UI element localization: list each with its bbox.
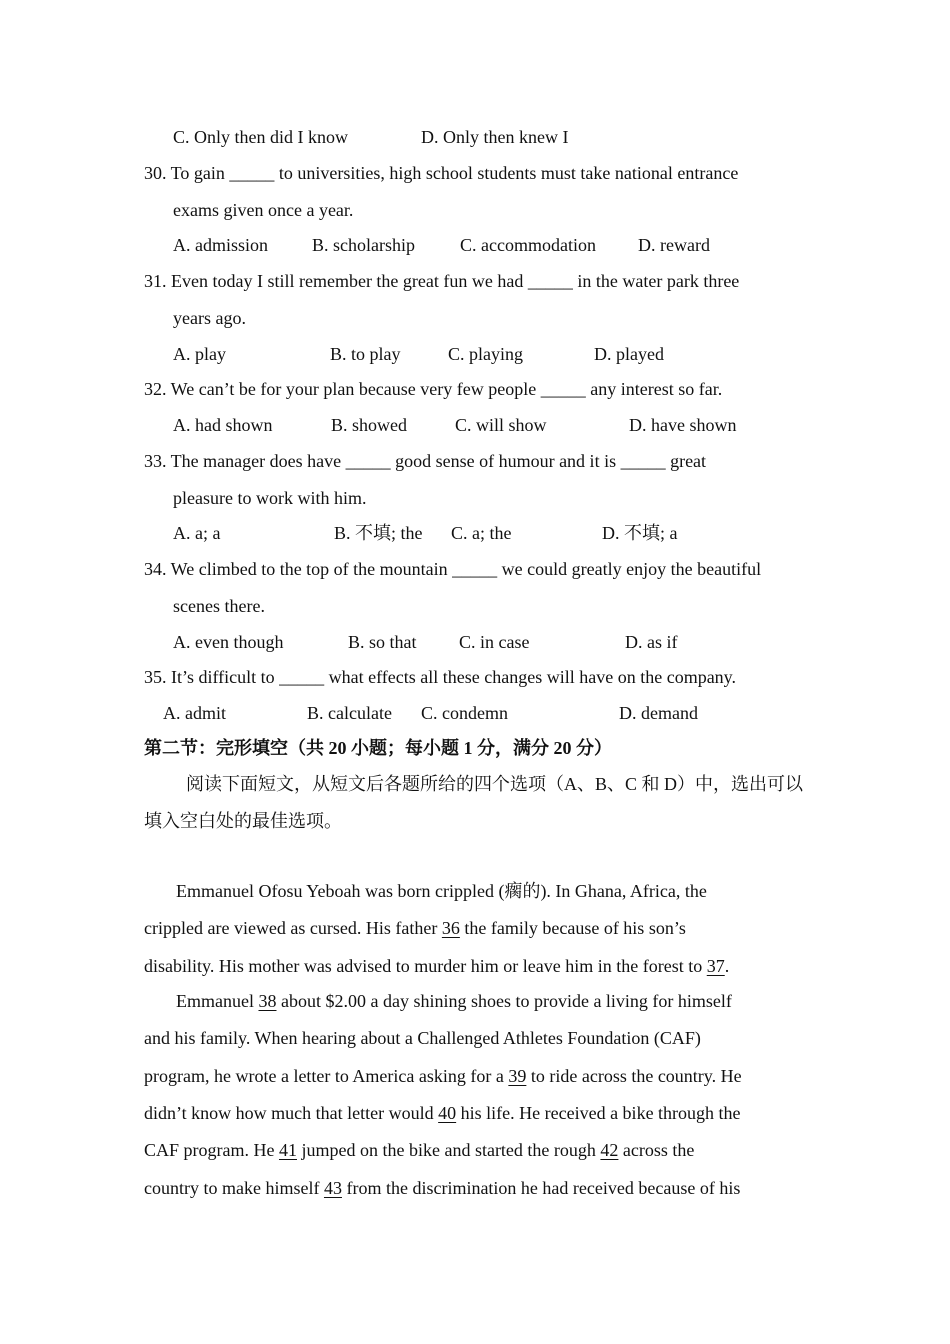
passage-text-segment: from the discrimination he had received because of his	[346, 1178, 741, 1198]
blank-38: 38	[258, 991, 277, 1011]
stem-line: pleasure to work with him.	[173, 488, 367, 508]
passage-text-segment: .	[724, 956, 730, 976]
option-d: D. demand	[619, 703, 698, 723]
blank-43: 43	[323, 1178, 342, 1198]
passage-text-segment: Emmanuel	[176, 991, 254, 1011]
passage-text	[144, 1139, 694, 1161]
stem-line: 34. We climbed to the top of the mountain _____ we could greatly enjoy the beautiful	[144, 559, 762, 579]
stem-line: 33. The manager does have _____ good sense of humour and it is _____ great	[144, 451, 707, 471]
blank-36: 36	[441, 918, 460, 938]
option-b: B. scholarship	[312, 235, 415, 255]
option-b: B. so that	[348, 632, 417, 652]
blank-37: 37	[706, 956, 725, 976]
passage-text-segment: his life. He received a bike through the	[460, 1103, 741, 1123]
option-d: D. played	[594, 344, 664, 364]
passage-text-segment: program, he wrote a letter to America asking for a	[144, 1066, 504, 1086]
stem-line: scenes there.	[173, 596, 265, 616]
passage-text	[144, 1177, 740, 1199]
option-a: A. had shown	[173, 415, 273, 435]
option-c: C. in case	[459, 632, 530, 652]
option-d: D. reward	[638, 235, 710, 255]
option-b: B. showed	[331, 415, 407, 435]
option-a: A. a; a	[173, 523, 221, 543]
stem-line: 31. Even today I still remember the great fun we had _____ in the water park three	[144, 271, 740, 291]
option-c: C. a; the	[451, 523, 512, 543]
blank-42: 42	[600, 1140, 619, 1160]
option-d: D. have shown	[629, 415, 737, 435]
passage-text-segment: disability. His mother was advised to murder him or leave him in the forest to	[144, 956, 703, 976]
passage-text: Emmanuel Ofosu Yeboah was born crippled (瘸的). In Ghana, Africa, the	[176, 881, 707, 901]
option-d: D. Only then knew I	[421, 127, 569, 147]
blank-39: 39	[508, 1066, 527, 1086]
passage-text: and his family. When hearing about a Challenged Athletes Foundation (CAF)	[144, 1028, 701, 1048]
passage-text-segment: jumped on the bike and started the rough	[301, 1140, 596, 1160]
passage-text	[176, 990, 732, 1012]
instruction-line: 填入空白处的最佳选项。	[144, 811, 342, 831]
passage-text	[144, 917, 686, 939]
instruction-line: 阅读下面短文，从短文后各题所给的四个选项（A、B、C 和 D）中，选出可以	[186, 774, 804, 794]
option-b: B. 不填; the	[334, 523, 423, 543]
passage-text-segment: CAF program. He	[144, 1140, 275, 1160]
option-b: B. calculate	[307, 703, 392, 723]
option-c: C. will show	[455, 415, 547, 435]
passage-text	[144, 1102, 741, 1124]
blank-41: 41	[278, 1140, 297, 1160]
stem-line: 30. To gain _____ to universities, high school students must take national entrance	[144, 163, 739, 183]
stem-line: years ago.	[173, 308, 246, 328]
option-c: C. playing	[448, 344, 523, 364]
option-b: B. to play	[330, 344, 401, 364]
option-c: C. accommodation	[460, 235, 596, 255]
passage-text-segment: across the	[622, 1140, 695, 1160]
blank-40: 40	[438, 1103, 457, 1123]
passage-text-segment: didn’t know how much that letter would	[144, 1103, 434, 1123]
passage-text-segment: to ride across the country. He	[530, 1066, 742, 1086]
passage-text-segment: crippled are viewed as cursed. His father	[144, 918, 438, 938]
option-d: D. as if	[625, 632, 678, 652]
option-a: A. even though	[173, 632, 284, 652]
stem-line: exams given once a year.	[173, 200, 354, 220]
section-title-text: 第二节：完形填空（共 20 小题；每小题 1 分，满分 20 分）	[144, 738, 612, 758]
stem-line: 35. It’s difficult to _____ what effects all these changes will have on the company.	[144, 667, 737, 687]
passage-text-segment: country to make himself	[144, 1178, 320, 1198]
passage-text-segment: about $2.00 a day shining shoes to provide a living for himself	[280, 991, 732, 1011]
option-a: A. admission	[173, 235, 269, 255]
stem-line: 32. We can’t be for your plan because very few people _____ any interest so far.	[144, 379, 723, 399]
option-a: A. admit	[163, 703, 226, 723]
passage-text	[144, 955, 729, 977]
passage-text	[144, 1065, 742, 1087]
passage-text-segment: the family because of his son’s	[464, 918, 686, 938]
option-c: C. Only then did I know	[173, 127, 348, 147]
option-d: D. 不填; a	[602, 523, 678, 543]
option-a: A. play	[173, 344, 226, 364]
option-c: C. condemn	[421, 703, 508, 723]
